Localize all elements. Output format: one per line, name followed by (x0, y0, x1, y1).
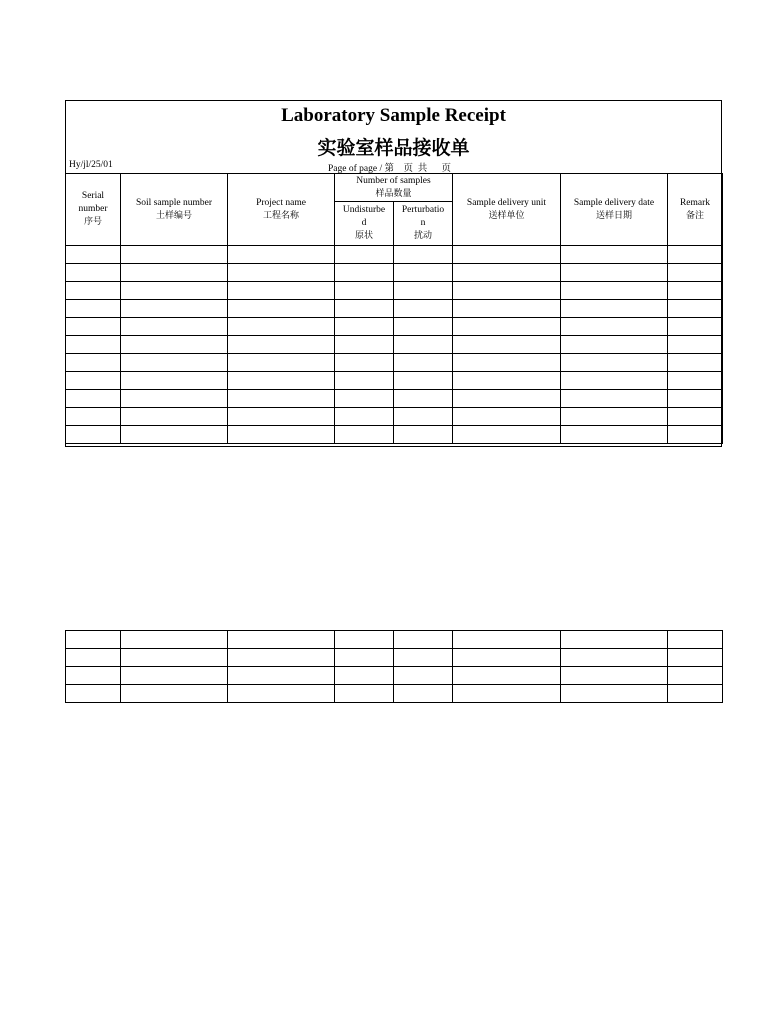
table-cell[interactable] (668, 408, 723, 426)
table-cell[interactable] (453, 390, 561, 408)
table-cell[interactable] (228, 264, 335, 282)
table-row (66, 318, 723, 336)
table-cell[interactable] (561, 685, 668, 703)
table-cell[interactable] (228, 354, 335, 372)
table-cell[interactable] (121, 390, 228, 408)
header-serial-number: Serial number 序号 (66, 174, 121, 246)
table-cell[interactable] (121, 372, 228, 390)
table-cell[interactable] (66, 408, 121, 426)
table-cell[interactable] (453, 685, 561, 703)
table-cell[interactable] (121, 667, 228, 685)
table-cell[interactable] (394, 246, 453, 264)
table-cell[interactable] (453, 246, 561, 264)
header-remark: Remark 备注 (668, 174, 723, 246)
table-cell[interactable] (228, 318, 335, 336)
table-cell[interactable] (394, 390, 453, 408)
table-cell[interactable] (561, 649, 668, 667)
table-cell[interactable] (394, 282, 453, 300)
table-cell[interactable] (668, 685, 723, 703)
table-cell[interactable] (668, 300, 723, 318)
table-cell[interactable] (228, 282, 335, 300)
table-cell[interactable] (561, 372, 668, 390)
table-cell[interactable] (394, 264, 453, 282)
table-row (66, 300, 723, 318)
table-cell[interactable] (394, 336, 453, 354)
table-cell[interactable] (394, 354, 453, 372)
table-cell[interactable] (394, 426, 453, 444)
table-cell[interactable] (394, 372, 453, 390)
table-cell[interactable] (561, 408, 668, 426)
header-undisturbed: Undisturbe d 原状 (335, 202, 394, 246)
header-soil-sample-number: Soil sample number 土样编号 (121, 174, 228, 246)
sample-rows (66, 246, 723, 444)
table-cell[interactable] (66, 354, 121, 372)
table-cell[interactable] (335, 685, 394, 703)
table-cell[interactable] (66, 336, 121, 354)
table-cell[interactable] (668, 336, 723, 354)
table-row (66, 631, 723, 649)
continuation-table (65, 630, 723, 703)
table-cell[interactable] (121, 426, 228, 444)
table-row (66, 246, 723, 264)
table-cell[interactable] (66, 282, 121, 300)
table-row (66, 390, 723, 408)
table-cell[interactable] (561, 426, 668, 444)
table-cell[interactable] (668, 649, 723, 667)
table-cell[interactable] (453, 264, 561, 282)
table-cell[interactable] (121, 685, 228, 703)
table-cell[interactable] (335, 426, 394, 444)
table-row (66, 264, 723, 282)
table-cell[interactable] (66, 667, 121, 685)
table-cell[interactable] (453, 631, 561, 649)
table-cell[interactable] (453, 426, 561, 444)
table-cell[interactable] (668, 426, 723, 444)
table-cell[interactable] (453, 408, 561, 426)
table-cell[interactable] (561, 354, 668, 372)
table-cell[interactable] (561, 631, 668, 649)
table-cell[interactable] (66, 300, 121, 318)
form-title-chinese: 实验室样品接收单 (317, 137, 470, 159)
table-cell[interactable] (228, 631, 335, 649)
table-cell[interactable] (561, 264, 668, 282)
table-cell[interactable] (335, 631, 394, 649)
table-cell[interactable] (561, 667, 668, 685)
header-sample-delivery-date: Sample delivery date 送样日期 (561, 174, 668, 246)
table-cell[interactable] (335, 354, 394, 372)
header-project-name: Project name 工程名称 (228, 174, 335, 246)
table-cell[interactable] (453, 336, 561, 354)
table-row (66, 649, 723, 667)
table-cell[interactable] (228, 426, 335, 444)
table-cell[interactable] (228, 390, 335, 408)
table-row (66, 426, 723, 444)
table-cell[interactable] (668, 354, 723, 372)
table-cell[interactable] (394, 318, 453, 336)
table-cell[interactable] (121, 246, 228, 264)
table-cell[interactable] (121, 282, 228, 300)
table-cell[interactable] (668, 282, 723, 300)
table-cell[interactable] (121, 300, 228, 318)
table-row (66, 667, 723, 685)
table-cell[interactable] (121, 408, 228, 426)
table-row (66, 336, 723, 354)
table-cell[interactable] (453, 372, 561, 390)
table-row (66, 408, 723, 426)
table-cell[interactable] (335, 649, 394, 667)
table-row (66, 372, 723, 390)
table-cell[interactable] (228, 649, 335, 667)
table-cell[interactable] (561, 246, 668, 264)
table-cell[interactable] (121, 318, 228, 336)
sample-receipt-table (65, 173, 723, 444)
table-cell[interactable] (66, 631, 121, 649)
table-cell[interactable] (335, 246, 394, 264)
form-code: Hy/jl/25/01 (69, 160, 113, 170)
table-cell[interactable] (668, 390, 723, 408)
table-row (66, 282, 723, 300)
table-cell[interactable] (66, 372, 121, 390)
table-cell[interactable] (228, 408, 335, 426)
table-cell[interactable] (453, 318, 561, 336)
table-cell[interactable] (335, 300, 394, 318)
table-cell[interactable] (668, 264, 723, 282)
table-cell[interactable] (335, 408, 394, 426)
table-cell[interactable] (228, 336, 335, 354)
table-cell[interactable] (561, 282, 668, 300)
table-cell[interactable] (394, 300, 453, 318)
table-cell[interactable] (668, 318, 723, 336)
table-cell[interactable] (66, 685, 121, 703)
table-cell[interactable] (66, 390, 121, 408)
table-cell[interactable] (561, 300, 668, 318)
table-cell[interactable] (121, 649, 228, 667)
table-cell[interactable] (66, 264, 121, 282)
table-cell[interactable] (228, 685, 335, 703)
table-row (66, 354, 723, 372)
table-cell[interactable] (668, 246, 723, 264)
table-cell[interactable] (394, 631, 453, 649)
table-cell[interactable] (394, 685, 453, 703)
table-cell[interactable] (335, 318, 394, 336)
header-perturbation: Perturbatio n 扰动 (394, 202, 453, 246)
table-cell[interactable] (228, 300, 335, 318)
header-number-of-samples: Number of samples 样品数量 (335, 174, 453, 202)
form-title-english: Laboratory Sample Receipt (281, 105, 506, 126)
table-cell[interactable] (66, 426, 121, 444)
table-cell[interactable] (121, 336, 228, 354)
table-cell[interactable] (453, 282, 561, 300)
table-cell[interactable] (453, 649, 561, 667)
table-cell[interactable] (335, 264, 394, 282)
table-cell[interactable] (668, 631, 723, 649)
table-cell[interactable] (668, 372, 723, 390)
table-cell[interactable] (335, 667, 394, 685)
table-cell[interactable] (561, 318, 668, 336)
table-cell[interactable] (335, 390, 394, 408)
table-row (66, 685, 723, 703)
table-cell[interactable] (66, 318, 121, 336)
table-cell[interactable] (394, 649, 453, 667)
table-cell[interactable] (453, 354, 561, 372)
table-cell[interactable] (121, 354, 228, 372)
table-cell[interactable] (394, 667, 453, 685)
table-cell[interactable] (394, 408, 453, 426)
table-cell[interactable] (453, 300, 561, 318)
table-cell[interactable] (121, 631, 228, 649)
table-cell[interactable] (561, 336, 668, 354)
page-info: Page of page / 第 页 共 页 (328, 164, 451, 174)
table-cell[interactable] (66, 649, 121, 667)
table-cell[interactable] (121, 264, 228, 282)
table-cell[interactable] (668, 667, 723, 685)
table-cell[interactable] (228, 246, 335, 264)
continuation-rows (66, 631, 723, 703)
table-cell[interactable] (561, 390, 668, 408)
table-cell[interactable] (228, 372, 335, 390)
table-cell[interactable] (335, 336, 394, 354)
table-cell[interactable] (335, 282, 394, 300)
table-cell[interactable] (335, 372, 394, 390)
table-cell[interactable] (66, 246, 121, 264)
header-sample-delivery-unit: Sample delivery unit 送样单位 (453, 174, 561, 246)
table-cell[interactable] (228, 667, 335, 685)
table-cell[interactable] (453, 667, 561, 685)
